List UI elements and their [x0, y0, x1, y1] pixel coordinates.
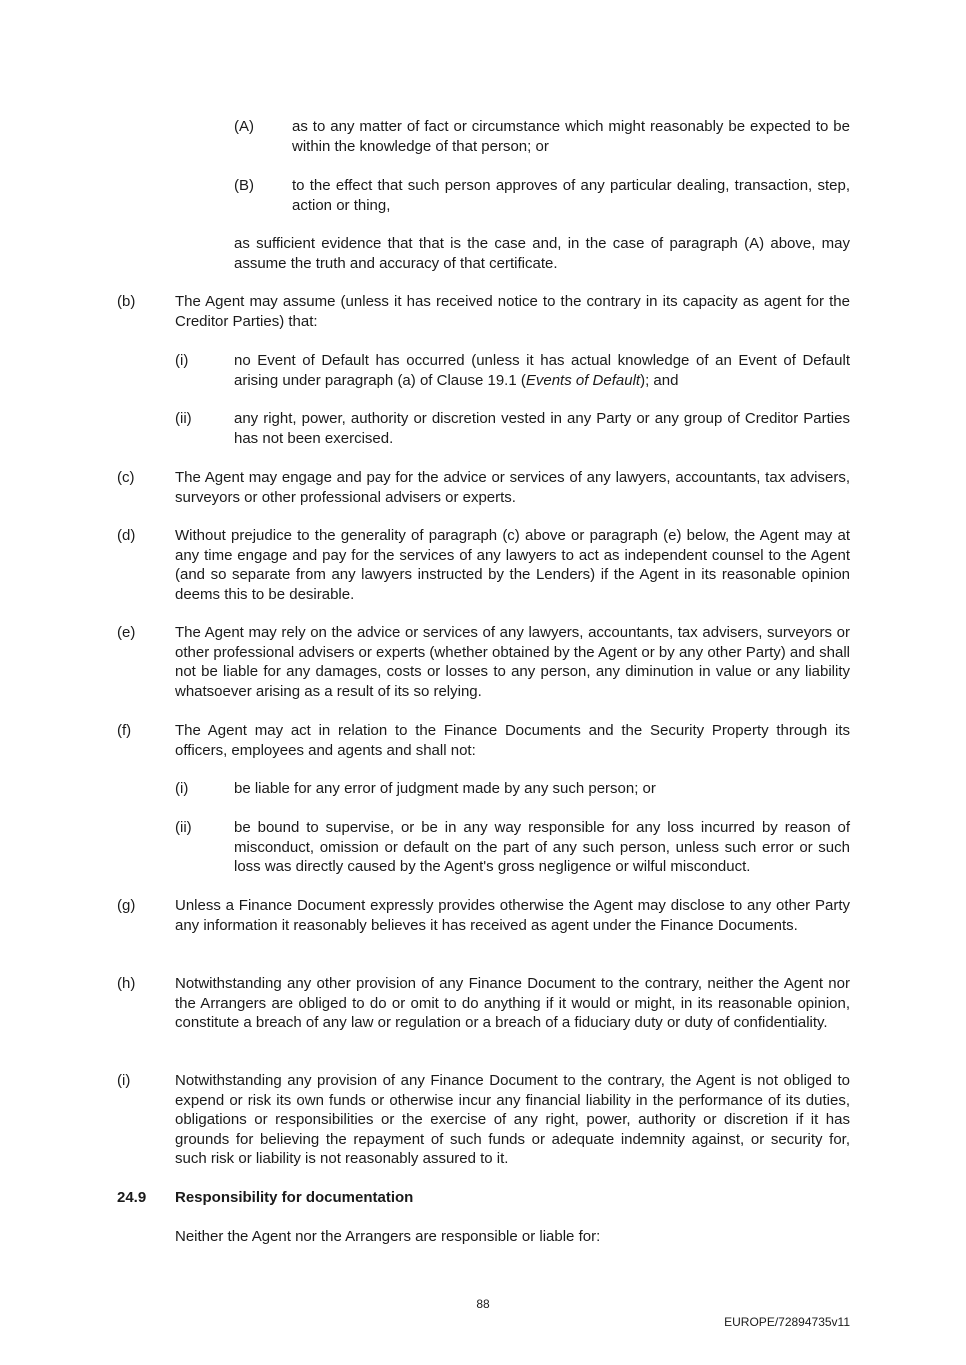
- paragraph: Without prejudice to the generality of paragraph (c) above or paragraph (e) below, the Agent may at any time engage and pay for the services of any lawyers to act as independent counsel to the Agent (and so separate from any lawyers instructed by the Lenders) if the Agent in its reasonable opinion deems this to be desirable.: [175, 527, 850, 603]
- item-label: (i): [175, 352, 189, 369]
- paragraph: to the effect that such person approves of any particular dealing, transaction, step, action or thing,: [292, 177, 850, 214]
- paragraph: The Agent may rely on the advice or services of any lawyers, accountants, tax advisers, surveyors or other professional advisers or experts (whether obtained by the Agent or by any other Party) and shall not be liable for any damages, costs or losses to any person, any diminution in value or any liability whatsoever arising as a result of its so relying.: [175, 624, 850, 700]
- text-run: no Event of Default has occurred (unless it has actual knowledge of an Event of Default arising under paragraph (a) of Clause 19.1 (: [234, 352, 850, 389]
- paragraph: Notwithstanding any provision of any Finance Document to the contrary, the Agent is not obliged to expend or risk its own funds or otherwise incur any financial liability in the performance of its duties, obligations or responsibilities or the exercise of any right, power, authority or discretion if it has grounds for believing the repayment of such funds or adequate indemnity against, or security for, such risk or liability is not reasonably assured to it.: [175, 1072, 850, 1167]
- paragraph: The Agent may assume (unless it has received notice to the contrary in its capacity as agent for the Creditor Parties) that:: [175, 293, 850, 330]
- defined-term: Events of Default: [525, 371, 641, 389]
- item-label: (h): [117, 975, 136, 992]
- paragraph: Notwithstanding any other provision of any Finance Document to the contrary, neither the Agent nor the Arrangers are obliged to do or omit to do anything if it would or might, in its reasonable opinion, constitute a breach of any law or regulation or a breach of a fiduciary duty or duty of confidentiality.: [175, 975, 850, 1031]
- paragraph: be liable for any error of judgment made by any such person; or: [234, 780, 656, 797]
- paragraph: The Agent may engage and pay for the advice or services of any lawyers, accountants, tax advisers, surveyors or other professional advisers or experts.: [175, 469, 850, 506]
- item-label: (B): [234, 177, 254, 194]
- page-number: 88: [476, 1297, 490, 1311]
- item-label: (d): [117, 527, 136, 544]
- section-title: Responsibility for documentation: [175, 1189, 414, 1206]
- item-label: (g): [117, 897, 136, 914]
- item-label: (f): [117, 722, 132, 739]
- paragraph: Unless a Finance Document expressly provides otherwise the Agent may disclose to any other Party any information it reasonably believes it has received as agent under the Finance Documents.: [175, 897, 850, 934]
- paragraph: as to any matter of fact or circumstance which might reasonably be expected to be within the knowledge of that person; or: [292, 118, 850, 155]
- paragraph: [234, 351, 850, 390]
- paragraph: as sufficient evidence that that is the case and, in the case of paragraph (A) above, may assume the truth and accuracy of that certificate.: [234, 235, 850, 272]
- text-run: ); and: [640, 371, 679, 389]
- item-label: (A): [234, 118, 254, 135]
- section-number: 24.9: [117, 1189, 147, 1206]
- item-label: (ii): [175, 819, 192, 836]
- paragraph: be bound to supervise, or be in any way responsible for any loss incurred by reason of misconduct, omission or default on the part of any such person, unless such error or such loss was directly caused by the Agent's gross negligence or wilful misconduct.: [234, 819, 850, 875]
- item-label: (i): [175, 780, 189, 797]
- paragraph: Neither the Agent nor the Arrangers are responsible or liable for:: [175, 1228, 601, 1245]
- item-label: (c): [117, 469, 135, 486]
- item-label: (e): [117, 624, 136, 641]
- item-label: (b): [117, 293, 136, 310]
- item-label: (i): [117, 1072, 131, 1089]
- document-reference: EUROPE/72894735v11: [724, 1315, 850, 1329]
- paragraph: any right, power, authority or discretion vested in any Party or any group of Creditor Parties has not been exercised.: [234, 410, 850, 447]
- paragraph: The Agent may act in relation to the Finance Documents and the Security Property through its officers, employees and agents and shall not:: [175, 722, 850, 759]
- item-label: (ii): [175, 410, 192, 427]
